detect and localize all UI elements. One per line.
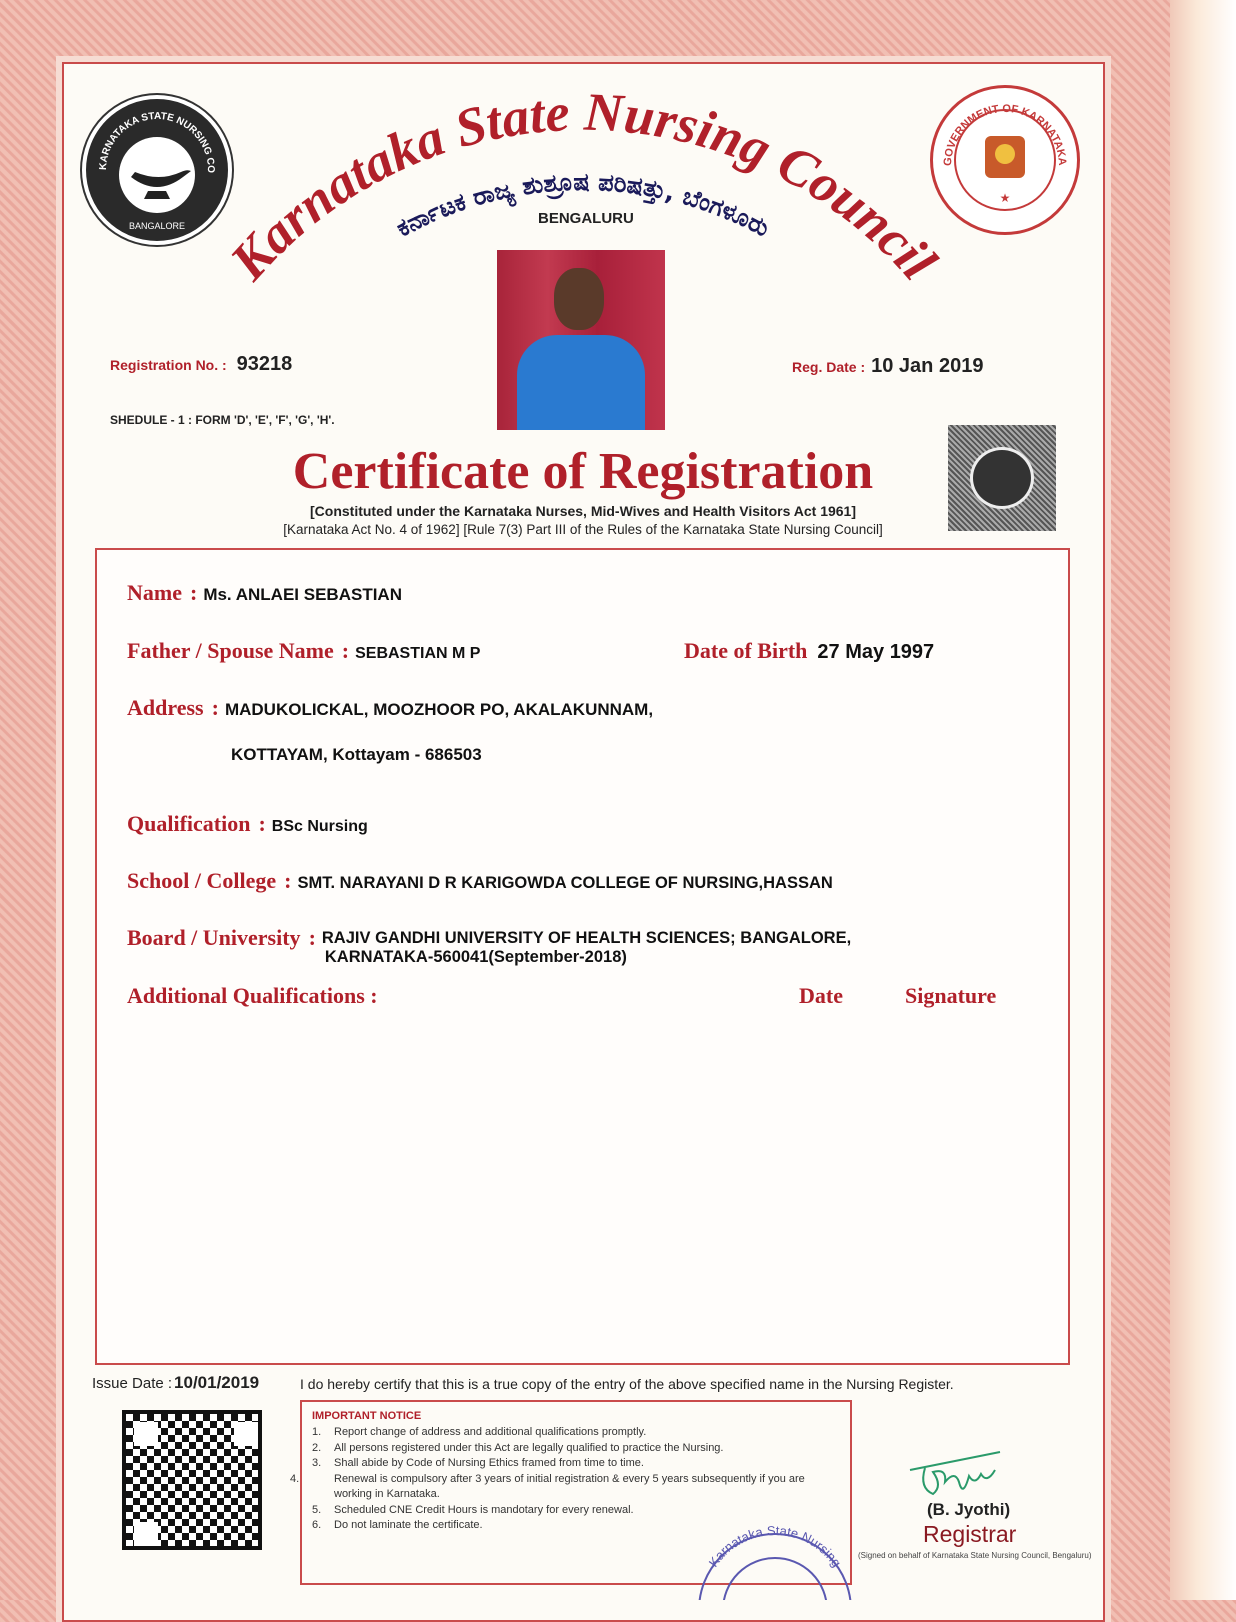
registrar-signature [905, 1440, 1025, 1500]
certificate-subtitle-rule: [Karnataka Act No. 4 of 1962] [Rule 7(3) Part III of the Rules of the Karnataka State Nursing Council] [283, 522, 883, 537]
schedule-text: SHEDULE - 1 : FORM 'D', 'E', 'F', 'G', 'H'. [110, 413, 335, 427]
name-label: Name [127, 580, 182, 605]
registration-no: 93218 [236, 353, 293, 375]
svg-text:BANGALORE: BANGALORE [128, 221, 186, 231]
address-line1: MADUKOLICKAL, MOOZHOOR PO, AKALAKUNNAM, [224, 700, 654, 719]
father-label: Father / Spouse Name [127, 638, 334, 663]
father-colon: : [341, 638, 350, 663]
issue-date-label: Issue Date : [92, 1375, 173, 1392]
notice-item: 1. Report change of address and additional qualifications promptly. [312, 1426, 647, 1438]
issue-date: 10/01/2019 [174, 1373, 260, 1392]
notice-item: 3. Shall abide by Code of Nursing Ethics framed from time to time. [312, 1457, 644, 1469]
notice-item: 6. Do not laminate the certificate. [312, 1519, 483, 1531]
board-colon: : [308, 925, 316, 950]
board-line2: KARNATAKA-560041(September-2018) [324, 948, 627, 966]
reg-date-label: Reg. Date : [792, 359, 866, 375]
board-label: Board / University [127, 925, 301, 950]
svg-text:Karnataka State Nursing Counci: Karnataka State Nursing Council [218, 81, 949, 291]
registration-no-label: Registration No. : [110, 357, 227, 373]
security-hologram [948, 425, 1056, 531]
date-column-header: Date [799, 983, 843, 1008]
signature-column-header: Signature [905, 983, 997, 1008]
name-colon: : [189, 580, 198, 605]
address-label: Address [127, 695, 204, 720]
qualification-value: BSc Nursing [271, 818, 368, 835]
council-stamp [690, 1510, 860, 1600]
name-value: Ms. ANLAEI SEBASTIAN [203, 585, 402, 604]
signed-note: (Signed on behalf of Karnataka State Nursing Council, Bengaluru) [858, 1551, 1092, 1560]
notice-item: 4. Renewal is compulsory after 3 years of initial registration & every 5 years subsequently if you are working in Karnataka. [290, 1472, 805, 1500]
board-line1: RAJIV GANDHI UNIVERSITY OF HEALTH SCIENCES; BANGALORE, [321, 929, 852, 947]
qualification-colon: : [258, 811, 266, 836]
registrar-title: Registrar [923, 1521, 1017, 1547]
city-label: BENGALURU [538, 210, 634, 227]
college-value: SMT. NARAYANI D R KARIGOWDA COLLEGE OF NURSING,HASSAN [297, 874, 833, 892]
reg-date: 10 Jan 2019 [871, 355, 984, 377]
svg-text:ಕರ್ನಾಟಕ ರಾಜ್ಯ ಶುಶ್ರೂಷ ಪರಿಷತ್ತು: ಕರ್ನಾಟಕ ರಾಜ್ಯ ಶುಶ್ರೂಷ ಪರಿಷತ್ತು, ಬೆಂಗಳೂರು [391, 167, 775, 243]
qualification-label: Qualification [127, 811, 251, 836]
applicant-photo [497, 250, 665, 430]
address-line2: KOTTAYAM, Kottayam - 686503 [231, 745, 482, 764]
svg-text:Karnataka State Nursing: Karnataka State Nursing [705, 1522, 845, 1570]
svg-text:GOVERNMENT OF KARNATAKA: GOVERNMENT OF KARNATAKA [941, 102, 1069, 167]
svg-text:KARNATAKA STATE NURSING COUNCI: KARNATAKA STATE NURSING CO [97, 110, 217, 174]
college-label: School / College [127, 868, 277, 893]
dob-value: 27 May 1997 [817, 641, 935, 663]
certify-statement: I do hereby certify that this is a true copy of the entry of the above specified name in the Nursing Register. [300, 1376, 954, 1392]
notice-item: 2. All persons registered under this Act are legally qualified to practice the Nursing. [312, 1441, 724, 1454]
qr-code[interactable] [122, 1410, 262, 1550]
svg-text:★: ★ [999, 191, 1011, 205]
dob-label: Date of Birth [684, 638, 808, 663]
address-colon: : [211, 695, 219, 720]
father-value: SEBASTIAN M P [355, 645, 481, 662]
notice-item: 5. Scheduled CNE Credit Hours is mandotary for every renewal. [312, 1503, 634, 1516]
college-colon: : [284, 868, 292, 893]
notice-title: IMPORTANT NOTICE [312, 1410, 422, 1422]
certificate-subtitle-act: [Constituted under the Karnataka Nurses, Mid-Wives and Health Visitors Act 1961] [310, 503, 856, 519]
additional-qualifications-label: Additional Qualifications : [127, 983, 378, 1008]
signatory-name: (B. Jyothi) [927, 1500, 1011, 1519]
certificate-title: Certificate of Registration [292, 443, 874, 500]
